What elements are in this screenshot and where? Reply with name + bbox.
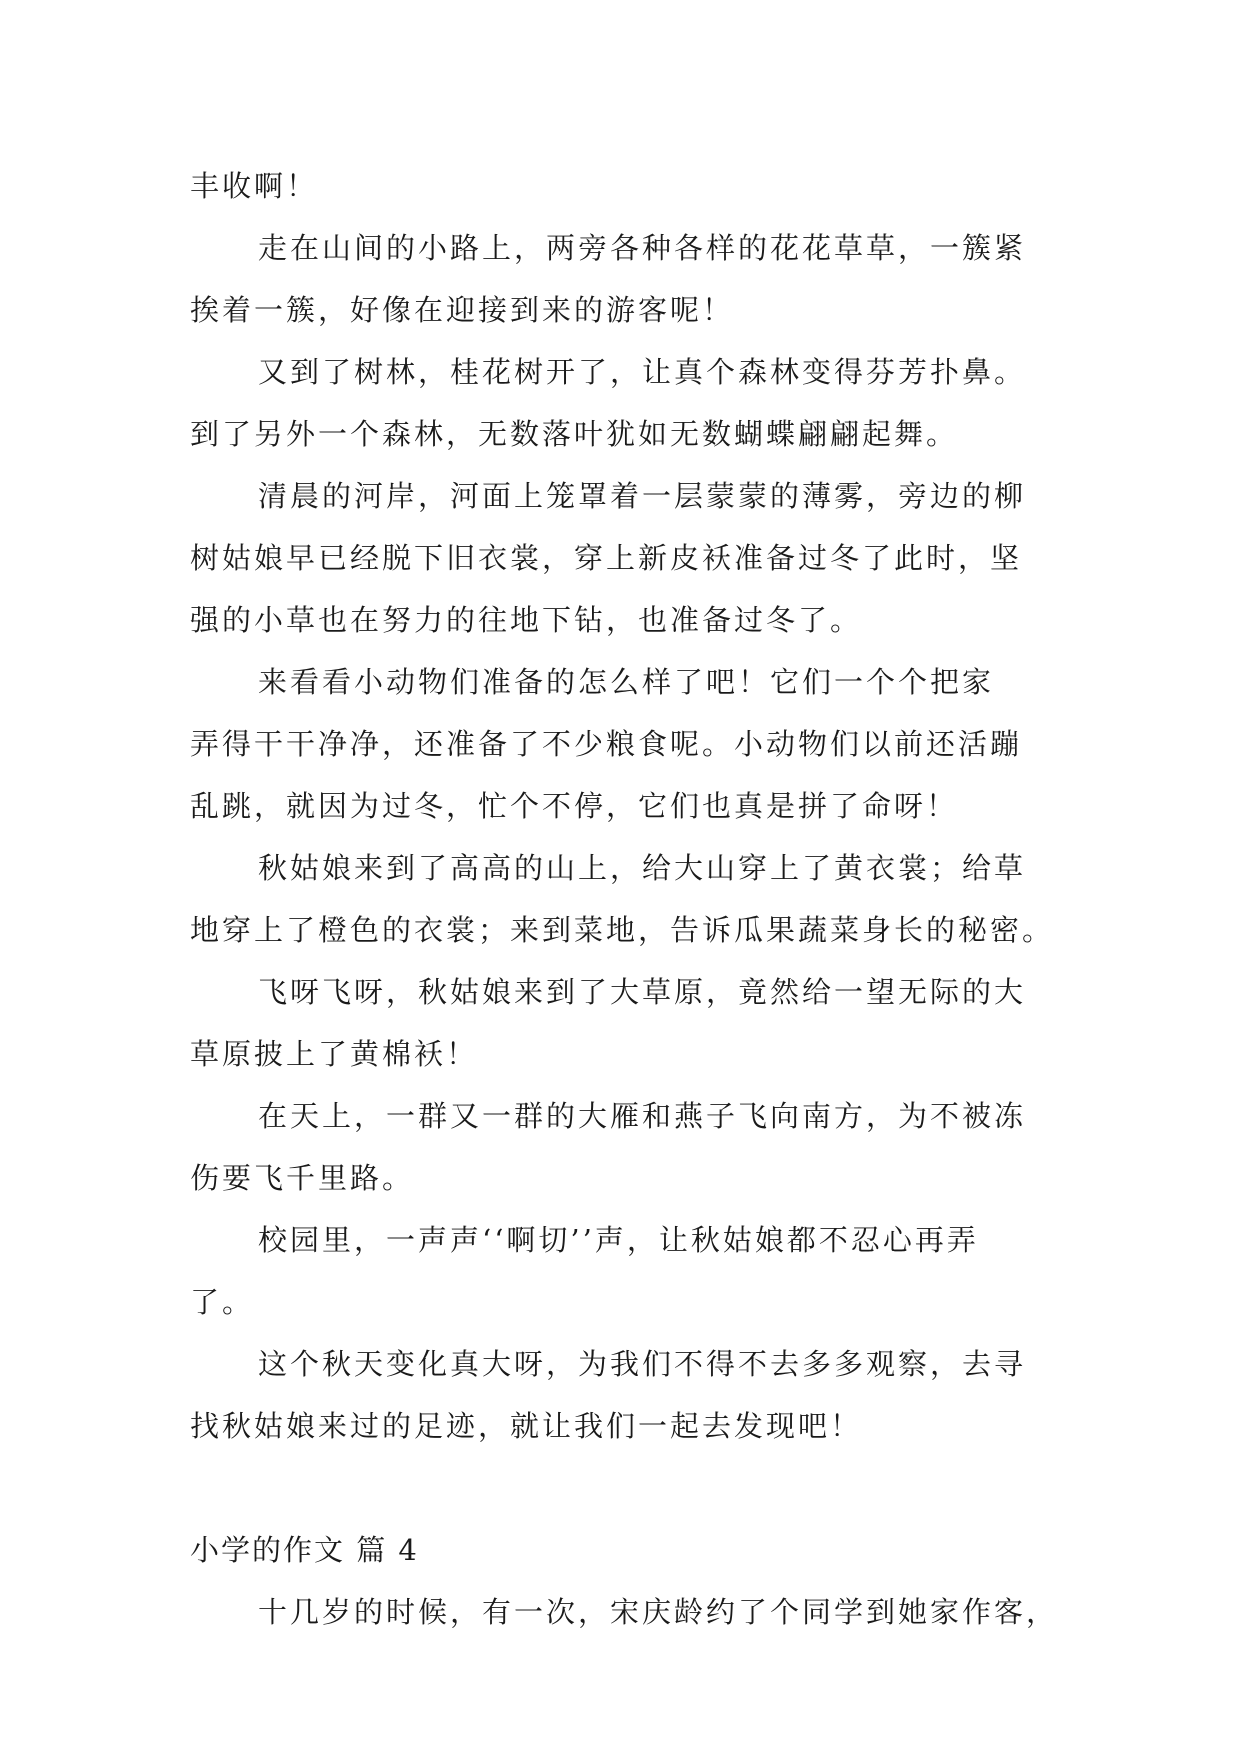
paragraph-line: 又到了树林，桂花树开了，让真个森林变得芬芳扑鼻。 bbox=[258, 355, 1027, 389]
paragraph-line: 清晨的河岸，河面上笼罩着一层蒙蒙的薄雾，旁边的柳 bbox=[258, 479, 1027, 513]
paragraph-line: 弄得干干净净，还准备了不少粮食呢。小动物们以前还活蹦 bbox=[190, 727, 1023, 761]
paragraph-line: 走在山间的小路上，两旁各种各样的花花草草，一簇紧 bbox=[258, 231, 1027, 265]
paragraph-line: 校园里，一声声‘‘啊切’’声，让秋姑娘都不忍心再弄 bbox=[258, 1223, 979, 1257]
paragraph-line: 丰收啊！ bbox=[190, 169, 319, 203]
essay-body bbox=[190, 155, 1070, 1457]
paragraph-line: 挨着一簇，好像在迎接到来的游客呢！ bbox=[190, 293, 735, 327]
paragraph-line: 找秋姑娘来过的足迹，就让我们一起去发现吧！ bbox=[190, 1409, 863, 1443]
paragraph-line: 了。 bbox=[190, 1285, 255, 1319]
paragraph-line: 来看看小动物们准备的怎么样了吧！它们一个个把家 bbox=[258, 665, 995, 699]
paragraph-line: 乱跳，就因为过冬，忙个不停，它们也真是拼了命呀！ bbox=[190, 789, 959, 823]
section-gap bbox=[190, 1457, 1070, 1519]
paragraph-line: 树姑娘早已经脱下旧衣裳，穿上新皮袄准备过冬了此时，坚 bbox=[190, 541, 1023, 575]
paragraph-line: 这个秋天变化真大呀，为我们不得不去多多观察，去寻 bbox=[258, 1347, 1027, 1381]
paragraph-line: 十几岁的时候，有一次，宋庆龄约了个同学到她家作客， bbox=[258, 1595, 1059, 1629]
paragraph-line: 飞呀飞呀，秋姑娘来到了大草原，竟然给一望无际的大 bbox=[258, 975, 1027, 1009]
paragraph-line: 到了另外一个森林，无数落叶犹如无数蝴蝶翩翩起舞。 bbox=[190, 417, 959, 451]
document-page bbox=[190, 155, 1070, 1643]
section-heading: 小学的作文 篇 4 bbox=[190, 1533, 419, 1567]
paragraph-line: 在天上，一群又一群的大雁和燕子飞向南方，为不被冻 bbox=[258, 1099, 1027, 1133]
paragraph-line: 地穿上了橙色的衣裳；来到菜地，告诉瓜果蔬菜身长的秘密。 bbox=[190, 913, 1055, 947]
paragraph-line: 伤要飞千里路。 bbox=[190, 1161, 415, 1195]
paragraph-line: 秋姑娘来到了高高的山上，给大山穿上了黄衣裳；给草 bbox=[258, 851, 1027, 885]
paragraph-line: 强的小草也在努力的往地下钻，也准备过冬了。 bbox=[190, 603, 863, 637]
paragraph-line: 草原披上了黄棉袄！ bbox=[190, 1037, 479, 1071]
